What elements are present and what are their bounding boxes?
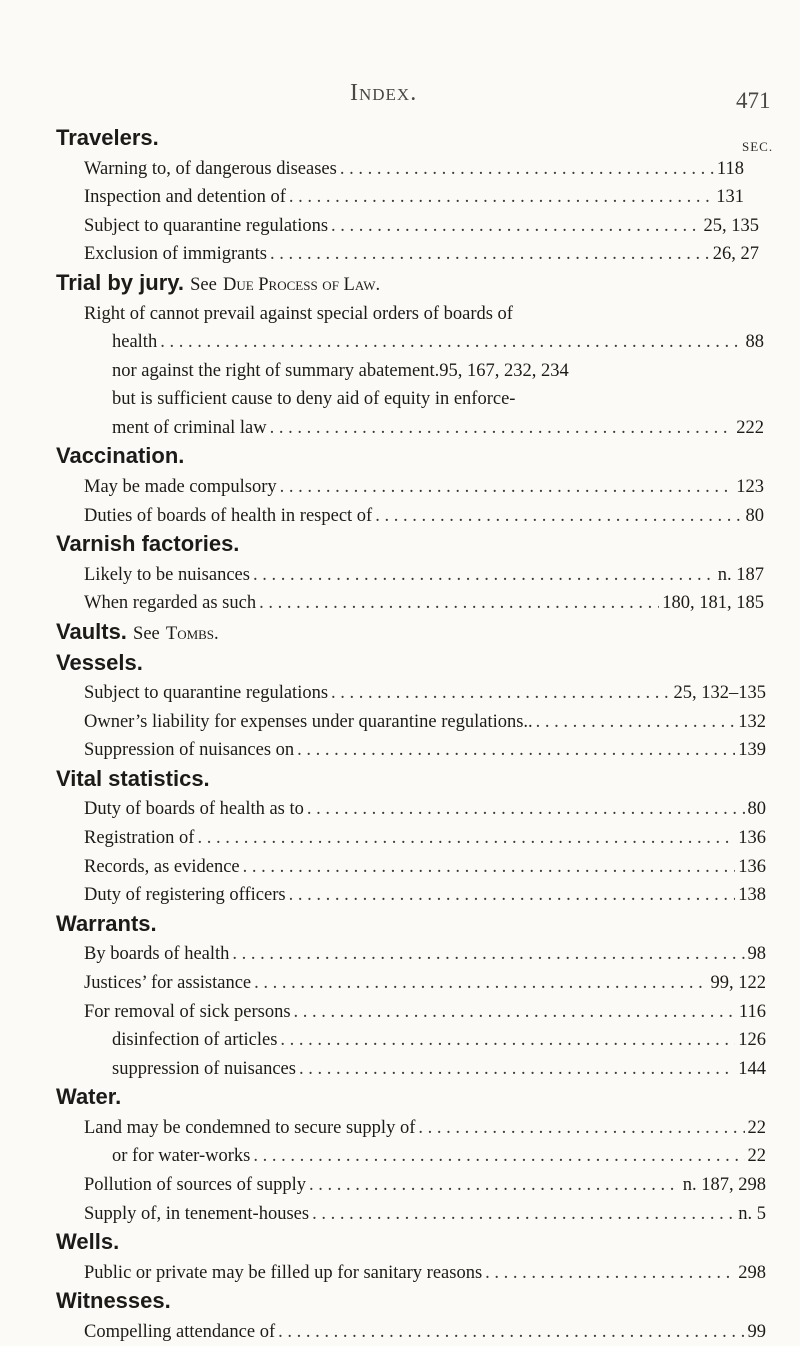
dot-leader: [485, 1259, 735, 1287]
entry-text: For removal of sick persons: [84, 1002, 291, 1022]
entry-ref: 95, 167, 232, 234: [439, 361, 569, 381]
index-entry: [112, 1055, 766, 1083]
index-entry: [84, 183, 744, 211]
entry-text: Records, as evidence: [84, 857, 240, 877]
entry-text: Duties of boards of health in respect of: [84, 506, 373, 526]
see-label: See: [133, 624, 160, 644]
entry-text: suppression of nuisances: [112, 1059, 296, 1079]
entry-text: Duty of boards of health as to: [84, 799, 304, 819]
entry-text: but is sufficient cause to deny aid of equity in enforce-: [112, 389, 516, 409]
dot-leader: [270, 240, 710, 268]
entry-ref: 99, 122: [710, 973, 766, 993]
index-entry: [112, 1026, 766, 1054]
dot-leader: [297, 736, 735, 764]
entry-ref: 88: [745, 332, 764, 352]
page-header: [0, 80, 800, 114]
cross-reference: Tombs.: [165, 624, 219, 644]
entry-text: Suppression of nuisances on: [84, 740, 295, 760]
entry-ref: 116: [738, 1002, 766, 1022]
dot-leader: [280, 473, 734, 501]
dot-leader: [232, 940, 744, 968]
heading-varnish-factories: Varnish factories.: [56, 531, 240, 556]
entry-ref: 99: [747, 1322, 766, 1342]
entry-ref: 123: [736, 477, 764, 497]
entry-ref: 25, 132–135: [673, 683, 766, 703]
entry-ref: 222: [736, 418, 764, 438]
dot-leader: [243, 853, 736, 881]
dot-leader: [309, 1171, 680, 1199]
dot-leader: [259, 589, 659, 617]
section-column-label: SEC.: [742, 139, 774, 154]
dot-leader: [270, 414, 734, 442]
entry-text: Warning to, of dangerous diseases: [84, 159, 337, 179]
entry-text: Compelling attendance of: [84, 1322, 276, 1342]
entry-text: disinfection of articles: [112, 1030, 278, 1050]
index-entry: [84, 240, 759, 268]
dot-leader: [536, 708, 736, 736]
dot-leader: [312, 1200, 735, 1228]
entry-text: By boards of health: [84, 944, 230, 964]
dot-leader: [253, 1142, 744, 1170]
entry-text: Subject to quarantine regulations: [84, 216, 329, 236]
heading-wells: [56, 1228, 119, 1256]
dot-leader: [160, 328, 742, 356]
entry-ref: 25, 135: [703, 216, 759, 236]
heading-vaults: [56, 618, 219, 646]
page-number: 471: [736, 88, 771, 113]
heading-warrants: Warrants.: [56, 911, 157, 936]
entry-text: or for water-works: [112, 1146, 251, 1166]
cross-reference: Due Process of Law.: [222, 275, 381, 295]
heading-vital-statistics: Vital statistics.: [56, 766, 210, 791]
dot-leader: [254, 969, 707, 997]
dot-leader: [299, 1055, 735, 1083]
dot-leader: [331, 679, 670, 707]
entry-ref: 136: [738, 857, 766, 877]
index-entry: [84, 853, 766, 881]
dot-leader: [253, 561, 715, 589]
entry-ref: 22: [747, 1146, 766, 1166]
entry-ref: 26, 27: [712, 244, 759, 264]
index-entry: [84, 708, 766, 736]
entry-text: ment of criminal law: [112, 418, 267, 438]
index-entry: [84, 736, 766, 764]
index-entry: [84, 881, 766, 909]
index-entry: [84, 795, 766, 823]
dot-leader: [289, 183, 713, 211]
index-entry: [84, 1259, 766, 1287]
dot-leader: [289, 881, 736, 909]
index-entry: [84, 998, 766, 1026]
entry-text: May be made compulsory: [84, 477, 277, 497]
entry-text: Likely to be nuisances: [84, 565, 250, 585]
entry-text: Registration of: [84, 828, 195, 848]
entry-ref: 80: [745, 506, 764, 526]
index-entry: [84, 1200, 766, 1228]
index-entry: [84, 473, 764, 501]
entry-ref: n. 5: [738, 1204, 766, 1224]
index-entry: [84, 1171, 766, 1199]
entry-ref: 139: [738, 740, 766, 760]
index-entry: [84, 561, 764, 589]
entry-text: nor against the right of summary abatement.: [112, 361, 440, 381]
dot-leader: [278, 1318, 744, 1346]
index-entry: [84, 940, 766, 968]
entry-ref: 136: [738, 828, 766, 848]
index-entry: [84, 679, 766, 707]
index-entry: [112, 357, 764, 385]
heading-trial-by-jury: [56, 269, 380, 297]
heading-text: Vaults.: [56, 619, 127, 644]
index-entry: [84, 824, 766, 852]
index-entry: [112, 414, 764, 442]
entry-text: Supply of, in tenement-houses: [84, 1204, 310, 1224]
entry-ref: 118: [716, 159, 744, 179]
entry-ref: 22: [747, 1118, 766, 1138]
dot-leader: [307, 795, 745, 823]
dot-leader: [197, 824, 735, 852]
heading-vessels: Vessels.: [56, 650, 143, 675]
index-entry: [84, 212, 759, 240]
dot-leader: [418, 1114, 744, 1142]
entry-ref: n. 187: [717, 565, 764, 585]
entry-ref: 138: [738, 885, 766, 905]
heading-text: Witnesses.: [56, 1288, 171, 1313]
entry-text: Public or private may be filled up for sanitary reasons: [84, 1263, 483, 1283]
index-entry: [84, 1114, 766, 1142]
dot-leader: [375, 502, 742, 530]
entry-text: Owner’s liability for expenses under quarantine regulations..: [84, 712, 533, 732]
index-entry: [84, 969, 766, 997]
index-entry: [84, 155, 744, 183]
heading-text: Wells.: [56, 1229, 120, 1254]
entry-ref: 98: [747, 944, 766, 964]
entry-ref: 298: [738, 1263, 766, 1283]
heading-text: Trial by jury.: [56, 270, 184, 295]
entry-ref: 80: [747, 799, 766, 819]
entry-text: Duty of registering officers: [84, 885, 286, 905]
entry-ref: 131: [716, 187, 744, 207]
entry-text: Justices’ for assistance: [84, 973, 252, 993]
entry-text: Subject to quarantine regulations: [84, 683, 329, 703]
dot-leader: [280, 1026, 735, 1054]
heading-water: Water.: [56, 1084, 122, 1109]
index-entry: [84, 589, 764, 617]
see-label: See: [190, 275, 217, 295]
entry-ref: 144: [738, 1059, 766, 1079]
entry-text: Pollution of sources of supply: [84, 1175, 306, 1195]
entry-text: health: [112, 332, 158, 352]
dot-leader: [331, 212, 700, 240]
dot-leader: [294, 998, 736, 1026]
entry-text: Exclusion of immigrants: [84, 244, 267, 264]
heading-vaccination: Vaccination.: [56, 443, 185, 468]
index-entry: [84, 1318, 766, 1346]
index-entry: [84, 502, 764, 530]
running-title: Index.: [350, 80, 418, 106]
entry-ref: 132: [738, 712, 766, 732]
entry-text: When regarded as such: [84, 593, 257, 613]
entry-text: Land may be condemned to secure supply of: [84, 1118, 416, 1138]
entry-text: Inspection and detention of: [84, 187, 286, 207]
entry-ref: n. 187, 298: [682, 1175, 766, 1195]
index-entry: [112, 1142, 766, 1170]
dot-leader: [340, 155, 714, 183]
heading-witnesses: [56, 1287, 171, 1315]
entry-text: Right of cannot prevail against special orders of boards of: [84, 304, 513, 324]
heading-travelers: Travelers.: [56, 125, 159, 150]
entry-ref: 180, 181, 185: [662, 593, 764, 613]
entry-ref: 126: [738, 1030, 766, 1050]
index-entry: [112, 328, 764, 356]
